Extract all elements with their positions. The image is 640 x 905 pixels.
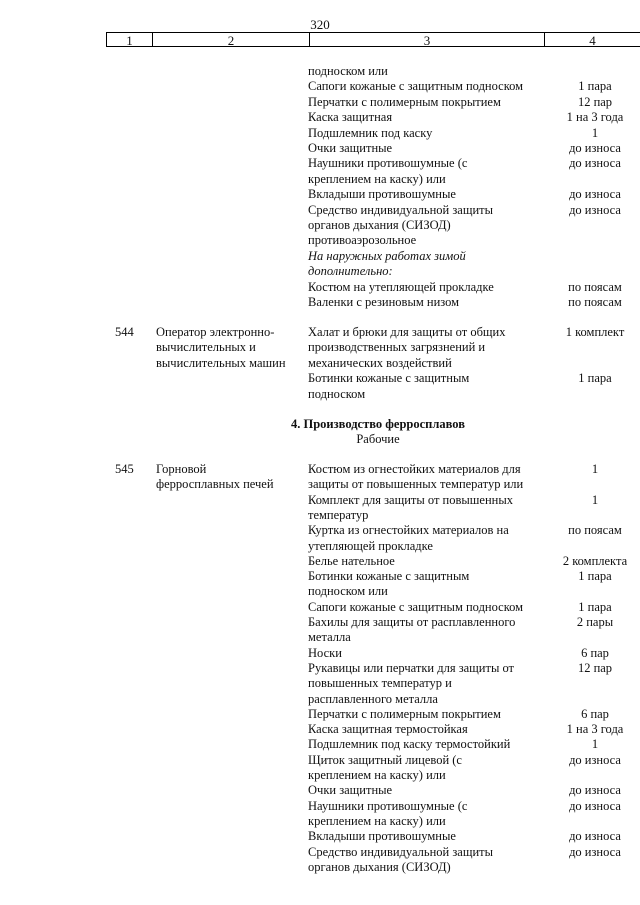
item-name: утепляющей прокладке — [308, 538, 433, 553]
item-name: креплением на каску) или — [308, 813, 446, 828]
item-name: Подшлемник под каску термостойкий — [308, 737, 511, 752]
item-quantity: до износа — [569, 752, 621, 767]
item-name: Каска защитная термостойкая — [308, 722, 468, 737]
item-name: органов дыхания (СИЗОД) — [308, 218, 451, 232]
item-quantity: 6 пар — [581, 645, 609, 660]
item-name: температур — [308, 507, 369, 522]
item-name: защиты от повышенных температур или — [308, 477, 524, 492]
item-quantity: 1 пара — [578, 569, 612, 584]
column-header-3: 3 — [310, 33, 545, 46]
item-name: повышенных температур и — [308, 676, 452, 691]
item-quantity: по поясам — [568, 279, 622, 294]
item-name: подноском или — [308, 584, 388, 599]
item-quantity: 1 — [591, 125, 599, 140]
item-quantity: 1 пара — [578, 79, 612, 94]
item-quantity: 2 пары — [576, 615, 614, 629]
item-quantity: до износа — [569, 187, 621, 202]
item-name: Перчатки с полимерным покрытием — [308, 94, 501, 109]
item-quantity: до износа — [569, 156, 621, 171]
item-name: Белье нательное — [308, 553, 395, 568]
item-quantity: 1 — [591, 737, 599, 752]
item-name: Вкладыши противошумные — [308, 829, 456, 844]
column-header-4: 4 — [589, 33, 596, 48]
section-subtitle: Рабочие — [356, 432, 400, 446]
item-name: Средство индивидуальной защиты — [308, 202, 494, 217]
item-name: производственных загрязнений и — [308, 340, 486, 355]
item-quantity: 12 пар — [577, 94, 613, 109]
item-quantity: до износа — [569, 829, 621, 844]
column-header-1: 1 — [107, 33, 153, 46]
item-name: креплением на каску) или — [308, 171, 446, 186]
item-quantity: по поясам — [568, 295, 622, 309]
item-quantity: 1 на 3 года — [566, 110, 624, 125]
note-text: дополнительно: — [308, 264, 393, 279]
column-header-2: 2 — [153, 33, 310, 46]
note-text: На наружных работах зимой — [308, 248, 466, 263]
item-quantity: 1 комплект — [565, 325, 625, 339]
item-name: металла — [308, 630, 351, 645]
item-name: Ботинки кожаные с защитным — [308, 371, 470, 386]
item-quantity: по поясам — [568, 523, 622, 538]
item-quantity: 6 пар — [581, 706, 609, 721]
item-name: противоаэрозольное — [308, 233, 417, 248]
item-quantity: 1 пара — [578, 371, 612, 386]
item-quantity: 1 — [591, 462, 599, 476]
item-name: Бахилы для защиты от расплавленного — [308, 615, 516, 629]
item-name: Наушники противошумные (с — [308, 156, 468, 171]
profession-name: вычислительных и — [156, 340, 256, 355]
item-quantity: до износа — [569, 844, 621, 859]
profession-name: Оператор электронно- — [156, 325, 275, 339]
item-name: Куртка из огнестойких материалов на — [308, 523, 509, 538]
item-quantity: 1 пара — [578, 599, 612, 614]
item-name: креплением на каску) или — [308, 768, 446, 782]
item-quantity: 12 пар — [577, 660, 613, 675]
section-title: 4. Производство ферросплавов — [291, 417, 465, 431]
item-quantity: 1 — [591, 492, 599, 507]
item-quantity: до износа — [569, 202, 621, 217]
item-name: механических воздействий — [308, 355, 452, 370]
item-name: органов дыхания (СИЗОД) — [308, 859, 451, 874]
item-name: расплавленного металла — [308, 691, 438, 706]
item-name: Рукавицы или перчатки для защиты от — [308, 660, 515, 675]
item-quantity: 2 комплекта — [562, 553, 628, 568]
item-name: Комплект для защиты от повышенных — [308, 492, 513, 507]
entry-number: 544 — [115, 325, 134, 339]
item-name: Носки — [308, 645, 342, 660]
item-quantity: до износа — [569, 141, 621, 155]
item-name: Каска защитная — [308, 110, 393, 125]
item-name: Перчатки с полимерным покрытием — [308, 706, 501, 721]
page-number: 320 — [310, 17, 330, 32]
item-name: Костюм на утепляющей прокладке — [308, 279, 494, 294]
item-name: Очки защитные — [308, 783, 393, 798]
item-name: Щиток защитный лицевой (с — [308, 752, 462, 767]
item-quantity: до износа — [569, 783, 621, 798]
item-name: Халат и брюки для защиты от общих — [308, 325, 506, 339]
item-name: подноском или — [308, 64, 388, 78]
item-name: Сапоги кожаные с защитным подноском — [308, 79, 524, 94]
profession-name: вычислительных машин — [156, 355, 286, 370]
item-name: Очки защитные — [308, 141, 393, 155]
item-name: Средство индивидуальной защиты — [308, 844, 494, 859]
entry-number: 545 — [115, 462, 134, 476]
profession-name: Горновой — [156, 462, 207, 476]
item-name: Сапоги кожаные с защитным подноском — [308, 599, 524, 614]
item-quantity: до износа — [569, 798, 621, 813]
profession-name: ферросплавных печей — [156, 477, 274, 492]
item-name: Подшлемник под каску — [308, 125, 433, 140]
item-quantity: 1 на 3 года — [566, 722, 624, 737]
item-name: Костюм из огнестойких материалов для — [308, 462, 521, 476]
item-name: Валенки с резиновым низом — [308, 295, 460, 309]
item-name: Наушники противошумные (с — [308, 798, 468, 813]
item-name: подноском — [308, 386, 366, 401]
item-name: Ботинки кожаные с защитным — [308, 569, 470, 584]
item-name: Вкладыши противошумные — [308, 187, 456, 202]
column-header-row — [106, 32, 640, 47]
